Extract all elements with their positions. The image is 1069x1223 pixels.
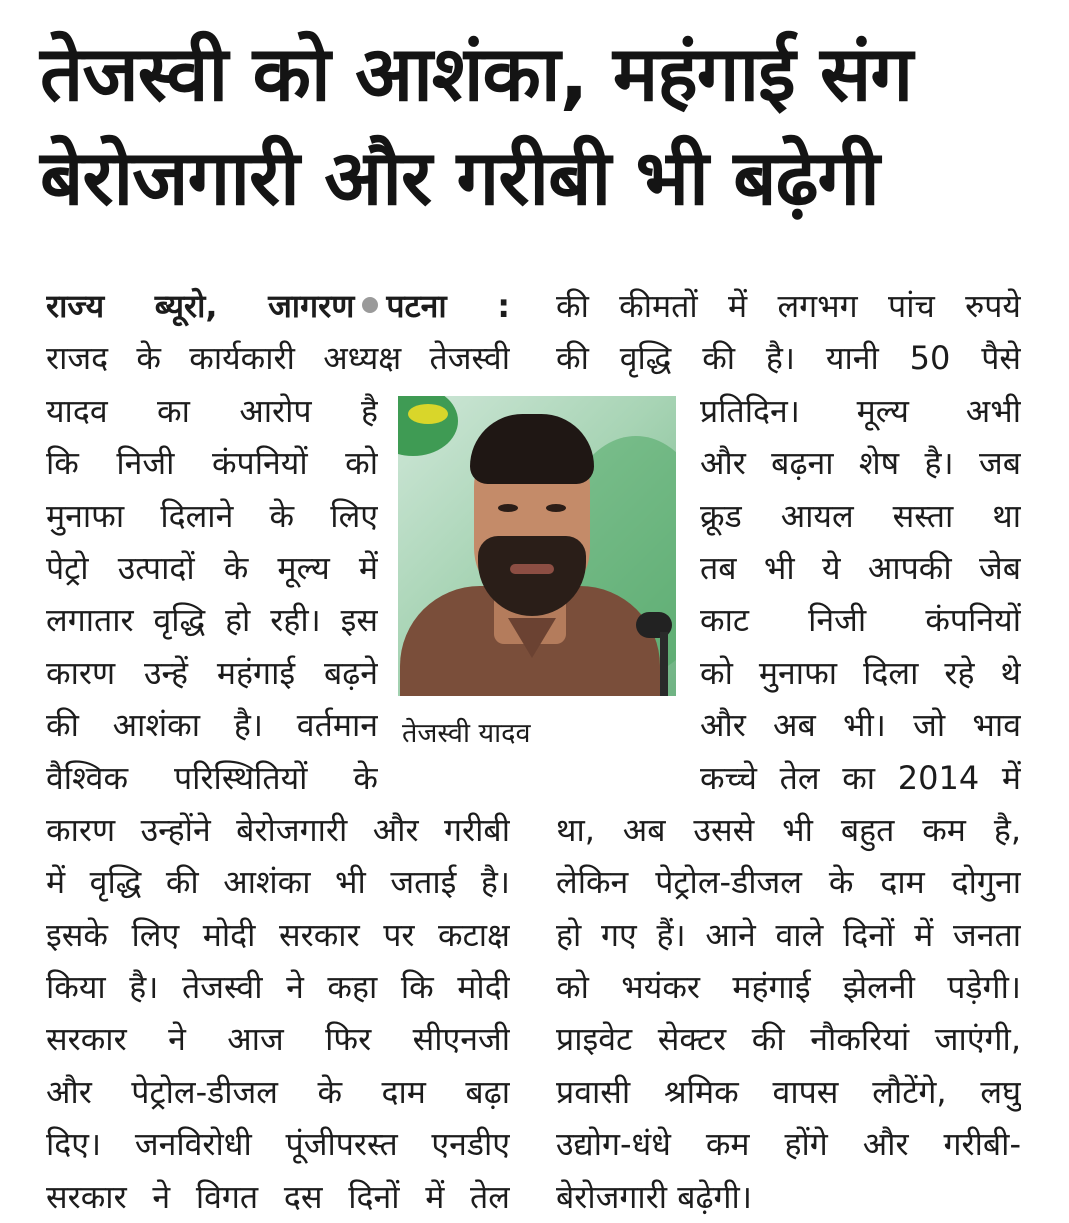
body-line: काट निजी कंपनियों (700, 601, 1021, 640)
photo-caption: तेजस्वी यादव (402, 718, 531, 749)
headline-line-1: तेजस्वी को आशंका, महंगाई संग (40, 29, 913, 118)
body-line: लगातार वृद्धि हो रही। इस (46, 601, 378, 640)
body-line: किया है। तेजस्वी ने कहा कि मोदी (46, 968, 510, 1007)
body-line: मुनाफा दिलाने के लिए (46, 496, 378, 535)
body-line: पेट्रो उत्पादों के मूल्य में (46, 548, 378, 587)
byline: राज्य ब्यूरो, जागरण (46, 287, 355, 325)
body-line: और बढ़ना शेष है। जब (700, 444, 1021, 483)
body-line: हो गए हैं। आने वाले दिनों में जनता (556, 915, 1021, 954)
body-line: प्राइवेट सेक्टर की नौकरियां जाएंगी, (556, 1020, 1021, 1059)
body-line: सरकार ने विगत दस दिनों में तेल (46, 1177, 510, 1216)
headline-line-2: बेरोजगारी और गरीबी भी बढ़ेगी (40, 133, 879, 222)
body-line: को भयंकर महंगाई झेलनी पड़ेगी। (556, 968, 1021, 1007)
body-line: कि निजी कंपनियों को (46, 444, 378, 483)
body-line: कारण उन्हें महंगाई बढ़ने (46, 653, 378, 692)
body-line: की वृद्धि की है। यानी 50 पैसे (556, 339, 1021, 378)
body-line: की कीमतों में लगभग पांच रुपये (556, 287, 1021, 325)
body-line: वैश्विक परिस्थितियों के (46, 758, 378, 797)
body-line: में वृद्धि की आशंका भी जताई है। (46, 863, 510, 902)
body-line: था, अब उससे भी बहुत कम है, (556, 810, 1021, 849)
body-line: तब भी ये आपकी जेब (700, 548, 1021, 587)
body-line: राजद के कार्यकारी अध्यक्ष तेजस्वी (46, 339, 510, 378)
body-line: को मुनाफा दिला रहे थे (700, 653, 1021, 692)
body-line: और अब भी। जो भाव (700, 706, 1021, 745)
body-line: प्रतिदिन। मूल्य अभी (700, 391, 1021, 430)
body-line: क्रूड आयल सस्ता था (700, 496, 1021, 535)
body-line: दिए। जनविरोधी पूंजीपरस्त एनडीए (46, 1125, 510, 1164)
body-line: कच्चे तेल का 2014 में (700, 758, 1021, 797)
body-line: कारण उन्होंने बेरोजगारी और गरीबी (46, 810, 510, 849)
photo-figure-eye (498, 504, 518, 512)
body-line: सरकार ने आज फिर सीएनजी (46, 1020, 510, 1059)
photo-figure-mouth (510, 564, 554, 574)
bullet-dot-icon (362, 297, 378, 313)
body-line: लेकिन पेट्रोल-डीजल के दाम दोगुना (556, 863, 1021, 902)
dateline (46, 280, 510, 332)
body-line: और पेट्रोल-डीजल के दाम बढ़ा (46, 1072, 510, 1111)
dateline-place: पटना : (386, 287, 510, 325)
body-line: प्रवासी श्रमिक वापस लौटेंगे, लघु (556, 1072, 1021, 1111)
body-line: उद्योग-धंधे कम होंगे और गरीबी- (556, 1125, 1021, 1164)
body-line: यादव का आरोप है (46, 391, 378, 430)
right-column (556, 280, 1021, 1223)
body-line: बेरोजगारी बढ़ेगी। (556, 1177, 752, 1216)
photo-background-shape (408, 404, 448, 424)
headline (40, 22, 1040, 230)
body-line: इसके लिए मोदी सरकार पर कटाक्ष (46, 915, 510, 954)
body-line: की आशंका है। वर्तमान (46, 706, 378, 745)
